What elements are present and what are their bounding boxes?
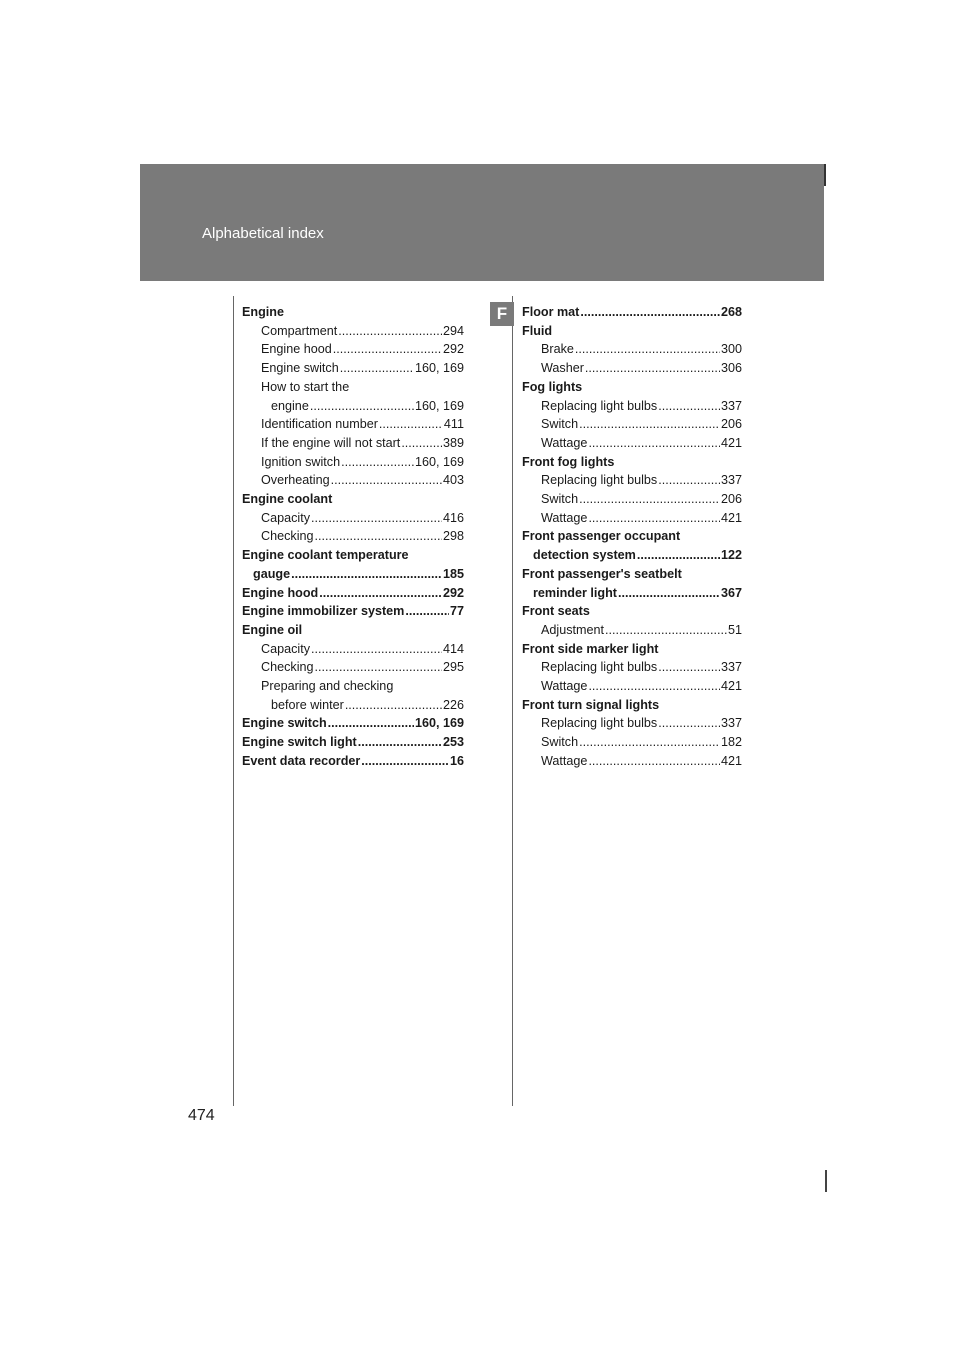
entry-page-ref: 122 [720,548,742,563]
index-entry [522,397,742,416]
dot-leader [585,359,720,378]
entry-label: Engine immobilizer system [242,604,405,619]
dot-leader [575,340,720,359]
section-letter-badge: F [490,302,514,326]
entry-label: Fluid [522,323,553,338]
entry-label: Engine coolant temperature [242,548,409,563]
entry-label: Floor mat [522,305,580,319]
entry-label: Adjustment [541,622,604,637]
index-entry [242,322,464,341]
entry-page-ref: 337 [720,473,742,488]
index-entry [242,752,464,771]
dot-leader [340,359,414,378]
entry-label: Wattage [541,510,588,525]
entry-page-ref: 421 [720,510,742,525]
index-entry [522,584,742,603]
index-entry [242,546,464,565]
index-entry [522,434,742,453]
entry-page-ref: 337 [720,716,742,731]
entry-page-ref: 306 [720,361,742,376]
entry-label: Identification number [261,417,378,432]
entry-label: Engine switch [261,361,339,376]
dot-leader [588,752,720,771]
entry-label: Checking [261,529,314,544]
index-entry [522,602,742,621]
entry-label: Switch [541,492,579,507]
entry-page-ref: 160, 169 [414,716,464,731]
index-entry [522,490,742,509]
entry-page-ref: 16 [449,753,464,768]
entry-label: reminder light [533,585,617,600]
entry-label: Engine oil [242,622,303,637]
entry-label: Replacing light bulbs [541,660,658,675]
index-entry [522,509,742,528]
dot-leader [345,696,442,715]
dot-leader [658,658,720,677]
column-divider [512,296,513,1106]
entry-page-ref: 77 [449,604,464,619]
index-entry [522,453,742,472]
entry-page-ref: 411 [443,417,464,432]
index-entry [522,677,742,696]
index-entry [242,340,464,359]
index-entry [242,397,464,416]
entry-label: gauge [253,566,291,581]
index-entry [242,378,464,397]
dot-leader [341,453,414,472]
index-entry [522,714,742,733]
dot-leader [358,733,442,752]
index-entry [242,733,464,752]
index-entry [522,340,742,359]
entry-page-ref: 294 [442,323,464,338]
dot-leader [588,434,720,453]
index-entry [522,471,742,490]
dot-leader [338,322,442,341]
entry-page-ref: 160, 169 [414,398,464,413]
entry-label: Preparing and checking [261,679,394,694]
dot-leader [588,509,720,528]
index-entry [242,490,464,509]
index-entry [242,527,464,546]
entry-page-ref: 292 [442,585,464,600]
entry-label: before winter [271,697,344,712]
entry-page-ref: 421 [720,679,742,694]
index-entry [242,565,464,584]
index-entry [242,453,464,472]
dot-leader [328,714,414,733]
index-entry [522,415,742,434]
entry-label: Replacing light bulbs [541,716,658,731]
entry-label: Checking [261,660,314,675]
entry-label: Replacing light bulbs [541,398,658,413]
dot-leader [658,471,720,490]
dot-leader [579,490,720,509]
entry-label: Fog lights [522,379,583,394]
entry-label: engine [271,398,309,413]
index-entry [522,621,742,640]
dot-leader [658,714,720,733]
left-rule [233,296,234,1106]
entry-label: Switch [541,417,579,432]
entry-page-ref: 206 [720,492,742,507]
entry-page-ref: 298 [442,529,464,544]
dot-leader [637,546,720,565]
index-entry [242,602,464,621]
dot-leader [291,565,442,584]
entry-page-ref: 416 [442,510,464,525]
entry-label: Wattage [541,435,588,450]
entry-page-ref: 403 [442,473,464,488]
dot-leader [319,584,442,603]
dot-leader [331,471,442,490]
entry-page-ref: 295 [442,660,464,675]
page-number: 474 [188,1107,215,1124]
dot-leader [618,584,720,603]
index-entry [522,359,742,378]
entry-label: Engine switch [242,716,327,731]
entry-label: Front side marker light [522,641,659,656]
dot-leader [310,397,414,416]
entry-label: Switch [541,735,579,750]
entry-page-ref: 292 [442,342,464,357]
entry-label: Front passenger's seatbelt [522,566,682,581]
index-entry [522,640,742,659]
entry-label: detection system [533,548,636,563]
index-entry [522,696,742,715]
entry-label: Brake [541,342,574,357]
index-entry [242,584,464,603]
index-column-left [242,303,464,771]
index-entry [242,303,464,322]
entry-label: Engine hood [242,585,319,600]
entry-page-ref: 160, 169 [414,454,464,469]
dot-leader [588,677,720,696]
dot-leader [579,415,720,434]
entry-label: How to start the [261,379,350,394]
entry-label: Washer [541,361,584,376]
index-entry [242,640,464,659]
index-entry [242,658,464,677]
index-entry [242,359,464,378]
entry-page-ref: 337 [720,398,742,413]
dot-leader [315,658,442,677]
entry-label: Event data recorder [242,753,361,768]
entry-page-ref: 51 [727,622,742,637]
entry-label: Overheating [261,473,330,488]
entry-label: Compartment [261,323,338,338]
dot-leader [405,602,449,621]
entry-label: Front passenger occupant [522,529,681,544]
index-entry [522,752,742,771]
entry-page-ref: 185 [442,566,464,581]
index-entry [522,565,742,584]
entry-page-ref: 367 [720,585,742,600]
index-entry [242,415,464,434]
entry-label: Capacity [261,641,310,656]
dot-leader [315,527,442,546]
dot-leader [580,303,720,322]
entry-page-ref: 226 [442,697,464,712]
entry-page-ref: 182 [720,735,742,750]
entry-label: Ignition switch [261,454,341,469]
corner-tick-top [824,164,826,186]
entry-page-ref: 300 [720,342,742,357]
index-entry [242,509,464,528]
entry-label: If the engine will not start [261,435,401,450]
entry-page-ref: 268 [720,305,742,319]
dot-leader [401,434,442,453]
entry-label: Front turn signal lights [522,697,660,712]
entry-label: Capacity [261,510,310,525]
dot-leader [605,621,727,640]
index-column-right [522,303,742,771]
index-entry [522,378,742,397]
entry-page-ref: 421 [720,753,742,768]
entry-label: Wattage [541,679,588,694]
dot-leader [361,752,449,771]
index-entry [242,621,464,640]
entry-label: Wattage [541,753,588,768]
index-entry [522,303,742,322]
index-entry [242,434,464,453]
entry-page-ref: 337 [720,660,742,675]
entry-label: Replacing light bulbs [541,473,658,488]
header-title: Alphabetical index [202,225,324,242]
dot-leader [579,733,720,752]
index-entry [522,733,742,752]
entry-label: Front seats [522,604,590,619]
entry-label: Front fog lights [522,454,615,469]
entry-label: Engine switch light [242,735,357,750]
dot-leader [311,509,442,528]
entry-page-ref: 421 [720,435,742,450]
entry-label: Engine hood [261,342,332,357]
dot-leader [333,340,442,359]
entry-page-ref: 160, 169 [414,361,464,376]
corner-tick-bottom [825,1170,827,1192]
entry-page-ref: 389 [442,435,464,450]
dot-leader [379,415,443,434]
index-entry [522,322,742,341]
index-entry [522,658,742,677]
entry-label: Engine coolant [242,492,333,507]
dot-leader [658,397,720,416]
entry-page-ref: 253 [442,735,464,750]
index-entry [242,714,464,733]
index-entry [242,677,464,696]
index-entry [242,696,464,715]
entry-page-ref: 206 [720,417,742,432]
index-entry [242,471,464,490]
index-entry [522,546,742,565]
entry-label: Engine [242,305,284,319]
index-entry [522,527,742,546]
dot-leader [311,640,442,659]
page-header [140,164,824,281]
entry-page-ref: 414 [442,641,464,656]
